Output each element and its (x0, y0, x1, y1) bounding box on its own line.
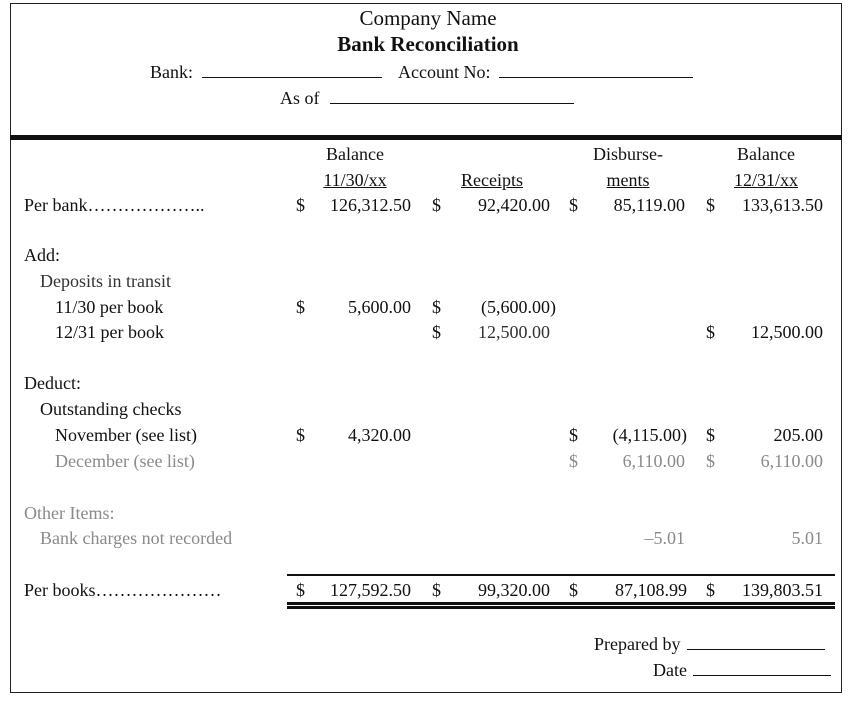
row-per-books-dollar-2: $ (432, 580, 441, 600)
account-label: Account No: (398, 62, 491, 82)
form-title: Bank Reconciliation (337, 32, 519, 56)
row-per-bank-disbursements: 85,119.00 (613, 195, 685, 215)
row-per-bank-receipts: 92,420.00 (478, 195, 550, 215)
col-balance-1130-line1: Balance (326, 144, 384, 164)
bank-field (150, 61, 382, 83)
row-november-dollar-3: $ (569, 425, 578, 445)
row-1231-balance-1231: 12,500.00 (751, 322, 823, 342)
row-november-dollar-1: $ (296, 425, 305, 445)
totals-double-rule-2 (287, 606, 835, 609)
col-disbursements-line2: ments (606, 170, 650, 190)
row-1231-receipts: 12,500.00 (478, 322, 550, 342)
add-label: Add: (24, 245, 60, 265)
account-input-line[interactable] (499, 61, 693, 78)
row-per-bank-balance-1130: 126,312.50 (330, 195, 411, 215)
row-per-books-receipts: 99,320.00 (478, 580, 550, 600)
row-december-dollar-3: $ (569, 451, 578, 471)
col-balance-1231-line1: Balance (737, 144, 795, 164)
row-per-books-dollar-3: $ (569, 580, 578, 600)
deduct-label: Deduct: (24, 373, 81, 393)
row-november-label: November (see list) (55, 425, 197, 445)
prepared-by-label: Prepared by (594, 634, 681, 654)
col-disbursements-line1: Disburse- (593, 144, 663, 164)
col-balance-1231-line2: 12/31/xx (733, 170, 799, 190)
prepared-by-input-line[interactable] (687, 633, 825, 650)
row-1231-dollar-4: $ (706, 322, 715, 342)
row-1130-dollar-1: $ (296, 297, 305, 317)
bank-label: Bank: (150, 62, 193, 82)
row-bank-charges-disbursements: –5.01 (644, 528, 685, 548)
bank-input-line[interactable] (202, 61, 382, 78)
row-per-books-dollar-4: $ (706, 580, 715, 600)
row-per-books-balance-1130: 127,592.50 (330, 580, 411, 600)
deposits-in-transit-label: Deposits in transit (40, 271, 171, 291)
row-1130-per-book-label: 11/30 per book (55, 297, 164, 317)
row-1231-per-book-label: 12/31 per book (55, 322, 164, 342)
date-field (653, 659, 831, 681)
row-bank-charges-label: Bank charges not recorded (40, 528, 233, 548)
account-field (398, 61, 693, 83)
prepared-by-field (594, 633, 825, 655)
row-per-books-balance-1231: 139,803.51 (742, 580, 823, 600)
row-november-balance-1130: 4,320.00 (348, 425, 411, 445)
totals-double-rule-1 (287, 602, 835, 605)
row-per-bank-dollar-4: $ (706, 195, 715, 215)
row-1130-receipts: (5,600.00) (481, 297, 556, 317)
row-bank-charges-balance-1231: 5.01 (791, 528, 823, 548)
row-1231-dollar-2: $ (432, 322, 441, 342)
row-november-disbursements: (4,115.00) (612, 425, 687, 445)
row-per-books-label: Per books………………… (24, 580, 222, 600)
row-per-bank-dollar-3: $ (569, 195, 578, 215)
asof-label: As of (280, 88, 320, 108)
row-per-bank-dollar-1: $ (296, 195, 305, 215)
totals-top-rule (287, 574, 835, 576)
outstanding-checks-label: Outstanding checks (40, 399, 182, 419)
asof-field (280, 87, 574, 109)
row-per-books-disbursements: 87,108.99 (615, 580, 687, 600)
col-balance-1130-line2: 11/30/xx (323, 170, 387, 190)
row-1130-balance-1130: 5,600.00 (348, 297, 411, 317)
asof-input-line[interactable] (330, 87, 574, 104)
row-december-label: December (see list) (55, 451, 195, 471)
date-input-line[interactable] (693, 659, 831, 676)
col-receipts: Receipts (461, 170, 523, 190)
company-name: Company Name (359, 6, 497, 30)
row-per-books-dollar-1: $ (296, 580, 305, 600)
row-per-bank-dollar-2: $ (432, 195, 441, 215)
row-november-balance-1231: 205.00 (773, 425, 823, 445)
other-items-label: Other Items: (24, 503, 115, 523)
date-label: Date (653, 660, 687, 680)
row-december-disbursements: 6,110.00 (622, 451, 685, 471)
row-per-bank-balance-1231: 133,613.50 (742, 195, 823, 215)
header-divider (10, 135, 842, 140)
row-december-dollar-4: $ (706, 451, 715, 471)
row-per-bank-label: Per bank……………….. (24, 195, 205, 215)
row-1130-dollar-2: $ (432, 297, 441, 317)
row-november-dollar-4: $ (706, 425, 715, 445)
row-december-balance-1231: 6,110.00 (760, 451, 823, 471)
